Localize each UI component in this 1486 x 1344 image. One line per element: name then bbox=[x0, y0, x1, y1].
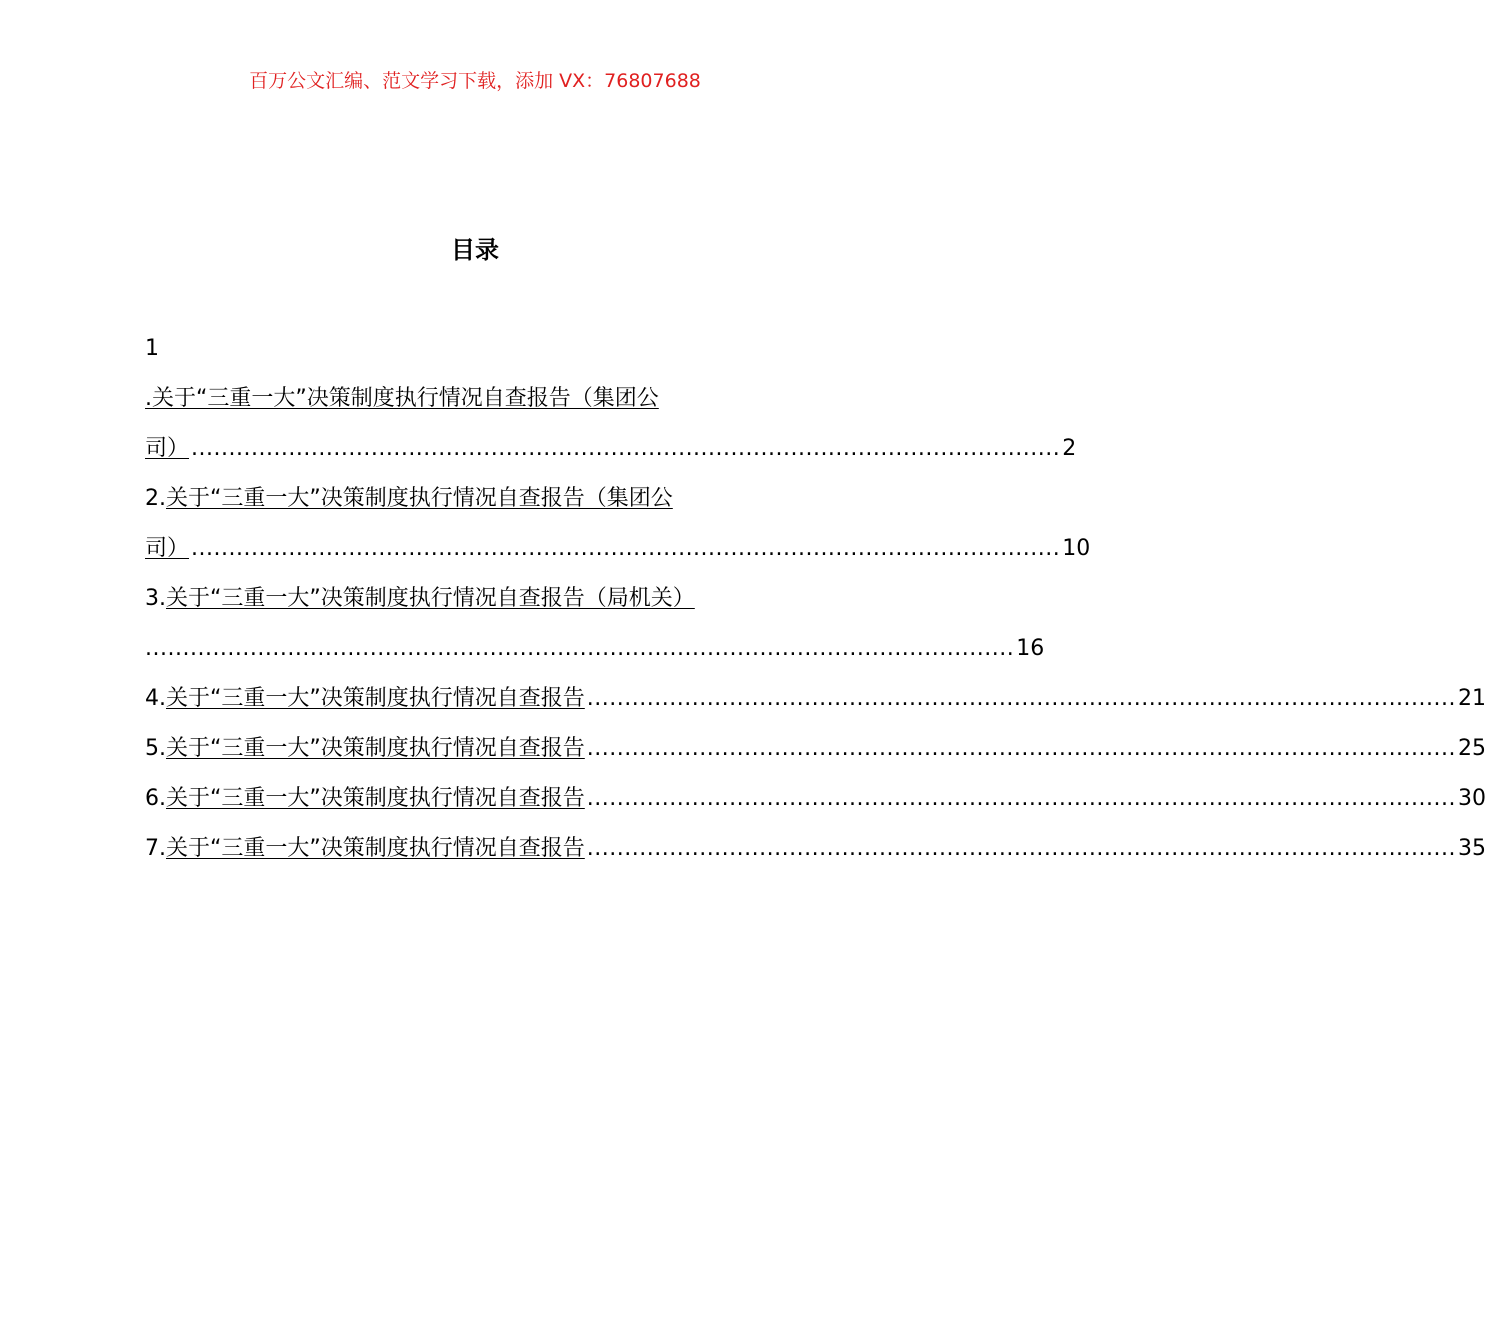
toc-entry-number: 4. bbox=[145, 686, 166, 711]
table-of-contents bbox=[145, 329, 1486, 879]
toc-entry-number: 7. bbox=[145, 836, 166, 861]
toc-entry-link[interactable]: 关于“三重一大”决策制度执行情况自查报告（集团公 bbox=[166, 486, 673, 511]
toc-entry-link[interactable]: 关于“三重一大”决策制度执行情况自查报告（局机关） bbox=[166, 586, 695, 611]
toc-entry-2-title-line[interactable] bbox=[145, 479, 807, 529]
toc-entry-2-page-line[interactable] bbox=[145, 529, 1091, 579]
toc-entry-number: 6. bbox=[145, 786, 166, 811]
toc-entry-1-number-line bbox=[145, 329, 807, 379]
toc-entry-4[interactable] bbox=[145, 679, 1486, 729]
toc-entry-number: 5. bbox=[145, 736, 166, 761]
toc-page-number: 10 bbox=[1062, 536, 1091, 561]
toc-leader-dots: .................................................................................................................... bbox=[586, 736, 1457, 761]
toc-entry-link[interactable]: 关于“三重一大”决策制度执行情况自查报告 bbox=[166, 836, 585, 861]
toc-entry-1-title-line[interactable] bbox=[145, 379, 807, 429]
toc-entry-number: 2. bbox=[145, 486, 166, 511]
toc-page-number: 35 bbox=[1458, 836, 1486, 861]
page-title: 目录 bbox=[451, 236, 499, 264]
toc-entry-3-title-line[interactable] bbox=[145, 579, 807, 629]
toc-entry-5[interactable] bbox=[145, 729, 1486, 779]
toc-page-number: 2 bbox=[1062, 436, 1077, 461]
toc-entry-7[interactable] bbox=[145, 829, 1486, 879]
toc-leader-dots: .................................................................................................................... bbox=[145, 636, 1015, 661]
toc-entry-link[interactable]: 关于“三重一大”决策制度执行情况自查报告 bbox=[166, 686, 585, 711]
toc-entry-link-continued[interactable]: 司） bbox=[145, 436, 190, 461]
header-note: 百万公文汇编、范文学习下载，添加 VX：76807688 bbox=[249, 70, 701, 92]
toc-entry-link[interactable]: 关于“三重一大”决策制度执行情况自查报告 bbox=[166, 736, 585, 761]
toc-entry-number: 1 bbox=[145, 336, 159, 361]
toc-page-number: 25 bbox=[1458, 736, 1486, 761]
toc-entry-1-page-line[interactable] bbox=[145, 429, 1077, 479]
toc-entry-3-page-line[interactable] bbox=[145, 629, 1045, 679]
toc-entry-link[interactable]: 关于“三重一大”决策制度执行情况自查报告 bbox=[166, 786, 585, 811]
toc-entry-link-continued[interactable]: 司） bbox=[145, 536, 190, 561]
toc-entry-link[interactable]: .关于“三重一大”决策制度执行情况自查报告（集团公 bbox=[145, 386, 659, 411]
toc-leader-dots: .................................................................................................................... bbox=[586, 786, 1457, 811]
toc-entry-number: 3. bbox=[145, 586, 166, 611]
toc-page-number: 30 bbox=[1458, 786, 1486, 811]
toc-page-number: 16 bbox=[1016, 636, 1045, 661]
toc-leader-dots: .................................................................................................................... bbox=[586, 836, 1457, 861]
toc-leader-dots: .................................................................................................................... bbox=[191, 436, 1061, 461]
toc-leader-dots: .................................................................................................................... bbox=[586, 686, 1457, 711]
toc-page-number: 21 bbox=[1458, 686, 1486, 711]
toc-entry-6[interactable] bbox=[145, 779, 1486, 829]
toc-leader-dots: .................................................................................................................... bbox=[191, 536, 1061, 561]
